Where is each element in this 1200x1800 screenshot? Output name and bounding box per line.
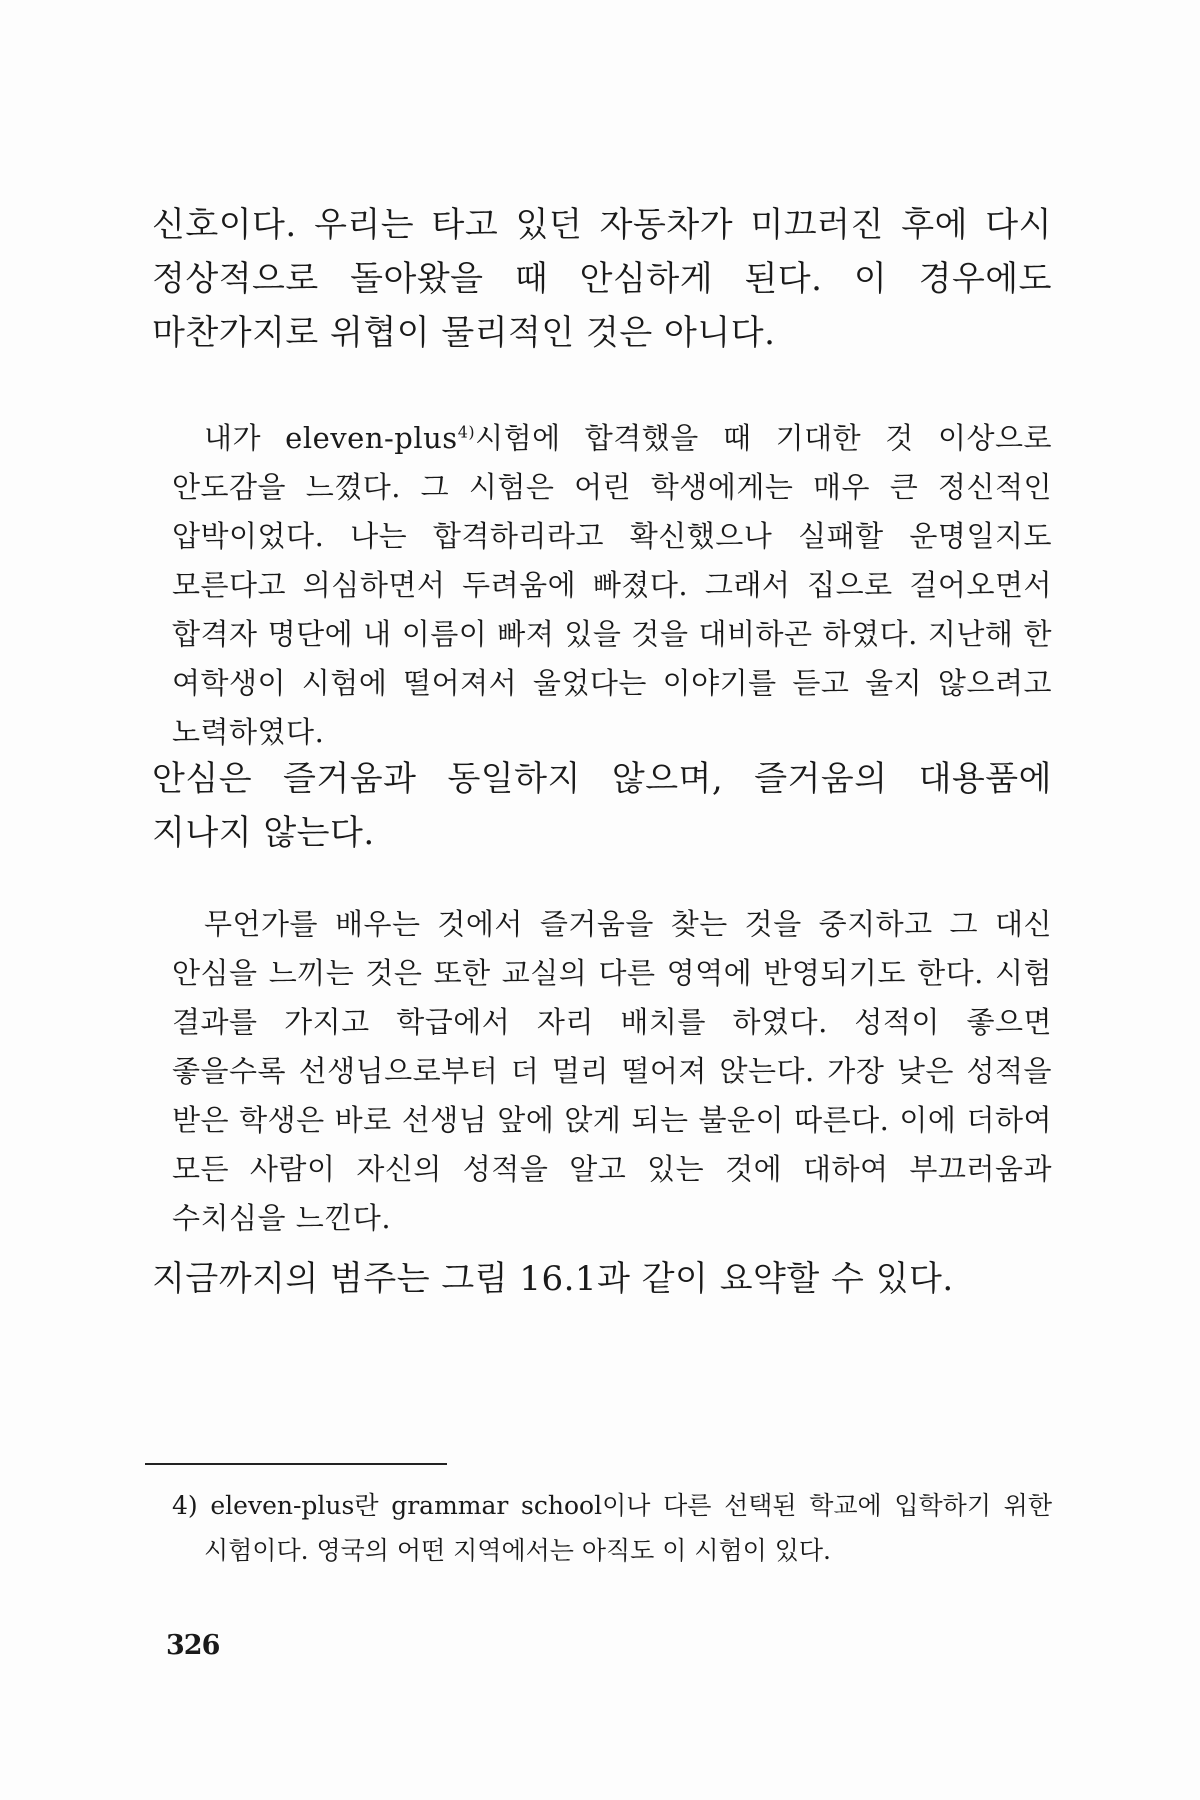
quote-text-after-reference: 시험에 합격했을 때 기대한 것 이상으로 안도감을 느꼈다. 그 시험은 어린 학생에게는 매우 큰 정신적인 압박이었다. 나는 합격하리라고 확신했으나 실패할 운명일지도 모른다고 의심하면서 두려움에 빠졌다. 그래서 집으로 걸어오면서 합격자 명단에 내 이름이 빠져 있을 것을 대비하곤 하였다. 지난해 한 여학생이 시험에 떨어져서 울었다는 이야기를 듣고 울지 않으려고 노력하였다. bbox=[172, 421, 1053, 749]
body-paragraph-3: 지금까지의 범주는 그림 16.1과 같이 요약할 수 있다. bbox=[152, 1259, 954, 1299]
footnote bbox=[172, 1483, 1052, 1573]
footnote-marker: 4) bbox=[172, 1491, 198, 1520]
indented-quote-paragraph-1 bbox=[172, 414, 1052, 757]
body-paragraph-2: 안심은 즐거움과 동일하지 않으며, 즐거움의 대용품에 지나지 않는다. bbox=[152, 759, 1052, 853]
body-paragraph-1: 신호이다. 우리는 타고 있던 자동차가 미끄러진 후에 다시 정상적으로 돌아왔을 때 안심하게 된다. 이 경우에도 마찬가지로 위협이 물리적인 것은 아니다. bbox=[152, 205, 1052, 353]
page-number: 326 bbox=[166, 1630, 220, 1661]
footnote-reference: 4) bbox=[457, 422, 476, 442]
indented-quote-paragraph-2: 무언가를 배우는 것에서 즐거움을 찾는 것을 중지하고 그 대신 안심을 느끼는 것은 또한 교실의 다른 영역에 반영되기도 한다. 시험 결과를 가지고 학급에서 자리 배치를 하였다. 성적이 좋으면 좋을수록 선생님으로부터 더 멀리 떨어져 앉는다. 가장 낮은 성적을 받은 학생은 바로 선생님 앞에 앉게 되는 불운이 따른다. 이에 더하여 모든 사람이 자신의 성적을 알고 있는 것에 대하여 부끄러움과 수치심을 느낀다. bbox=[172, 907, 1052, 1235]
quote-text-before-reference: 내가 eleven-plus bbox=[204, 421, 458, 455]
footnote-text: eleven-plus란 grammar school이나 다른 선택된 학교에 입학하기 위한 시험이다. 영국의 어떤 지역에서는 아직도 이 시험이 있다. bbox=[204, 1491, 1052, 1565]
footnote-divider bbox=[145, 1463, 447, 1465]
